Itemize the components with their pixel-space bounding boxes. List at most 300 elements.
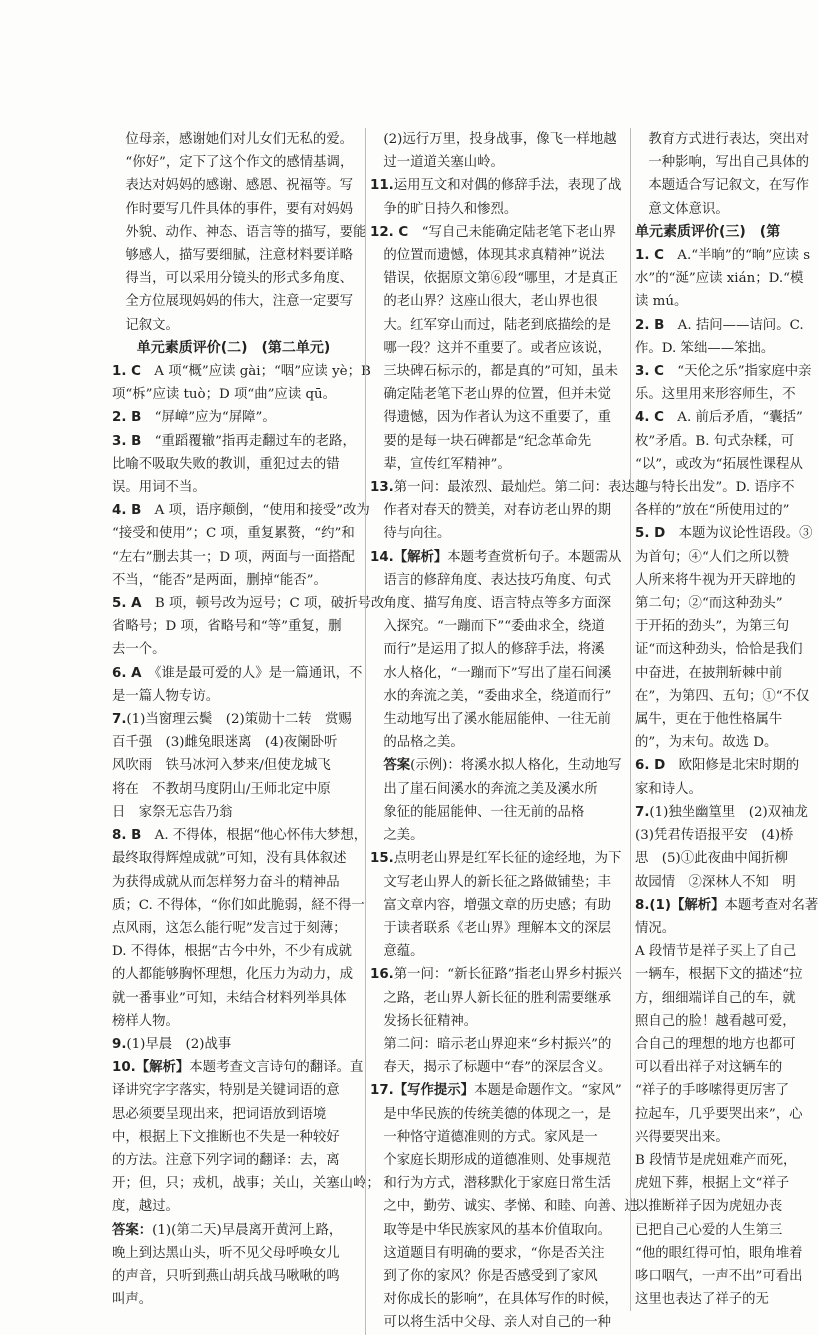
text-line xyxy=(112,406,355,429)
text-line xyxy=(112,151,355,174)
line-text: 读 mú。 xyxy=(635,294,688,310)
line-text: 点风雨，这怎么能行呢”发言过于刻薄； xyxy=(112,920,347,936)
question-number: 11. xyxy=(370,178,394,194)
text-line xyxy=(112,963,355,986)
question-number: 12. C xyxy=(370,224,409,240)
text-line xyxy=(112,801,355,824)
line-text: 是中华民族的传统美德的体现之一，是 xyxy=(370,1106,612,1122)
line-text: 将在 不教胡马度阴山/王师北定中原 xyxy=(112,781,331,797)
text-line xyxy=(112,662,363,685)
text-line xyxy=(112,592,385,615)
text-line xyxy=(112,1265,355,1288)
text-line xyxy=(635,314,813,337)
text-line xyxy=(370,1172,626,1195)
text-line xyxy=(112,731,355,754)
line-text: (2)远行万里，投身战事，像飞一样地越 xyxy=(370,132,617,147)
answer-label: 答案 xyxy=(370,758,411,774)
line-text: B 段情节是虎妞难产而死， xyxy=(635,1152,797,1168)
text-line xyxy=(370,1195,638,1218)
text-line xyxy=(635,151,813,174)
text-line xyxy=(112,1149,355,1172)
text-line xyxy=(370,1126,626,1149)
text-line xyxy=(635,406,813,429)
line-text: 的品格之美。 xyxy=(370,735,464,751)
line-text: 教育方式进行表达，突出对 xyxy=(635,132,810,147)
text-line xyxy=(112,430,355,453)
question-number: 8. B xyxy=(112,828,142,844)
line-text: 出了崖石间溪水的奔流之美及溪水所 xyxy=(370,781,598,797)
line-text: 中奋进，在披荆斩棘中前 xyxy=(635,665,783,681)
text-line xyxy=(635,499,813,522)
text-line xyxy=(635,708,813,731)
text-line xyxy=(112,314,355,337)
line-text: 开；但，只；戎机，战事；关山，关塞山岭； xyxy=(112,1176,380,1192)
question-number: 7. xyxy=(635,804,650,820)
answer-label: 答案： xyxy=(112,1222,153,1238)
question-number: 4. B xyxy=(112,503,142,519)
line-text: 于读者联系《老山界》理解本文的深层 xyxy=(370,920,612,936)
line-text: 而行”是运用了拟人的修辞手法，将溪 xyxy=(370,642,605,658)
text-line xyxy=(370,267,626,290)
line-text: “写自己未能确定陆老笔下老山界 xyxy=(408,224,616,240)
line-text: 作时要写几件具体的事件，要有对妈妈 xyxy=(112,201,354,217)
line-text: 生动地写出了溪水能屈能伸、一往无前 xyxy=(370,712,612,728)
line-text: 各样的”放在“所使用过的” xyxy=(635,503,790,519)
line-text: 这里也表达了祥子的无 xyxy=(635,1292,769,1308)
text-line xyxy=(635,685,813,708)
line-text: 叫声。 xyxy=(112,1292,153,1308)
line-text: A. 拮问——诘问。C. xyxy=(664,317,804,333)
line-text: 本题是命题作文。“家风” xyxy=(474,1083,622,1099)
line-text: 最终取得辉煌成就”可知，没有具体叙述 xyxy=(112,851,347,867)
text-line xyxy=(112,499,370,522)
line-text: 属牛，更在于他性格属牛 xyxy=(635,712,783,728)
text-line xyxy=(635,824,813,847)
line-text: 待与向往。 xyxy=(370,526,451,542)
text-line xyxy=(635,778,813,801)
text-line xyxy=(635,638,813,661)
line-text: (1)当窗理云鬓 (2)策勋十二转 赏赐 xyxy=(126,712,352,728)
text-line xyxy=(112,221,367,244)
line-text: B 项，顿号改为逗号；C 项，破折号改 xyxy=(141,596,385,612)
text-line xyxy=(112,1056,364,1079)
line-text: 省略号；D 项，省略号和“等”重复，删 xyxy=(112,619,342,635)
text-line xyxy=(370,1149,626,1172)
line-text: 一种恪守道德准则的方式。家风是一 xyxy=(370,1129,598,1145)
line-text: 得当，可以采用分镜头的形式多角度、 xyxy=(112,271,354,287)
line-text: 本题适合写记叙文，在写作 xyxy=(635,178,810,194)
line-text: 去一个。 xyxy=(112,642,166,658)
line-text: 语言的修辞角度、表达技巧角度、句式 xyxy=(370,572,612,588)
line-text: 中，根据上下文推断也不失是一种较好 xyxy=(112,1129,340,1145)
text-line xyxy=(112,1103,355,1126)
text-line xyxy=(370,128,626,151)
line-text: 合自己的理想的地方也都可 xyxy=(635,1036,796,1052)
line-text: 够感人，描写要细腻，注意材料要详略 xyxy=(112,248,354,264)
text-line xyxy=(635,662,813,685)
line-text: 位母亲，感谢她们对儿女们无私的爱。 xyxy=(112,132,354,147)
analysis-tag: 【解析】 xyxy=(135,1060,190,1076)
text-line xyxy=(112,685,355,708)
text-line xyxy=(370,151,626,174)
text-line xyxy=(112,754,355,777)
text-line xyxy=(635,1033,813,1056)
line-text: 入探究。“一蹦而下”“委曲求全，绕道 xyxy=(370,619,605,635)
text-line xyxy=(635,1195,813,1218)
section-heading xyxy=(635,221,813,244)
line-text: 作者对春天的赞美，对春访老山界的期 xyxy=(370,503,612,519)
text-line xyxy=(370,940,626,963)
text-line xyxy=(112,917,355,940)
line-text: 可以将生活中父母、亲人对自己的一种 xyxy=(370,1315,612,1331)
line-text: 第二句；②“而这种劲头” xyxy=(635,596,783,612)
question-number: 1. C xyxy=(635,248,664,264)
text-line xyxy=(635,1172,813,1195)
line-text: (1)独坐幽篁里 (2)双袖龙 xyxy=(649,804,808,820)
text-line xyxy=(635,290,813,313)
line-text: 兴得要哭出来。 xyxy=(635,1129,729,1145)
text-line xyxy=(370,638,626,661)
line-text: 富文章内容，增强文章的历史感；有助 xyxy=(370,897,612,913)
line-text: 译讲究字字落实，特别是关键词语的意 xyxy=(112,1083,340,1099)
question-number: 6. D xyxy=(635,758,666,774)
line-text: 哪一段？这并不重要了。或者应该说， xyxy=(370,340,612,356)
text-line xyxy=(370,754,626,777)
text-line xyxy=(370,198,626,221)
text-line xyxy=(635,1149,813,1172)
text-line xyxy=(112,1288,355,1311)
text-line xyxy=(370,1242,626,1265)
question-number: 8. xyxy=(635,897,650,913)
line-text: 榜样人物。 xyxy=(112,1013,179,1029)
line-text: 外貌、动作、神态、语言等的描写，要能 xyxy=(112,224,367,240)
text-line xyxy=(112,453,355,476)
text-line xyxy=(112,871,355,894)
text-line xyxy=(370,708,626,731)
line-text: 大。红军穿山而过，陆老到底描绘的是 xyxy=(370,317,612,333)
line-text: 错误，依据原文第⑥段“哪里，才是真正 xyxy=(370,271,618,287)
text-line xyxy=(370,406,626,429)
line-text: 的老山界？这座山很大，老山界也很 xyxy=(370,294,598,310)
line-text: 水的奔流之美，“委曲求全，绕道而行” xyxy=(370,688,612,704)
line-text: 思 (5)①此夜曲中闻折柳 xyxy=(635,851,788,867)
line-text: 春天，揭示了标题中“春”的深层含义。 xyxy=(370,1060,612,1076)
text-line xyxy=(635,963,813,986)
line-text: 三块碑石标示的，都是真的”可知，虽未 xyxy=(370,364,618,380)
text-line xyxy=(112,987,355,1010)
line-text: 一辆车，根据下文的描述“拉 xyxy=(635,967,803,983)
line-text: 水人格化，“一蹦而下”写出了崖石间溪 xyxy=(370,665,612,681)
line-text: “屏嶂”应为“屏障”。 xyxy=(141,410,276,426)
line-text: 思必须要呈现出来，把词语放到语境 xyxy=(112,1106,327,1122)
text-line xyxy=(370,522,626,545)
text-line xyxy=(635,894,818,917)
line-text: 晚上到达黑山头，听不见父母呼唤女儿 xyxy=(112,1245,340,1261)
text-line xyxy=(370,685,626,708)
text-line xyxy=(112,894,365,917)
text-line xyxy=(370,430,626,453)
text-line xyxy=(635,430,813,453)
analysis-tag: (1)【解析】 xyxy=(649,897,725,913)
line-text: 确定陆老笔下老山界的位置，但并未觉 xyxy=(370,387,612,403)
text-line xyxy=(112,569,355,592)
question-number: 2. B xyxy=(635,317,665,333)
text-line xyxy=(112,174,355,197)
line-text: 于开拓的劲头”，为第三句 xyxy=(635,619,790,635)
text-line xyxy=(635,174,813,197)
question-number: 13. xyxy=(370,480,394,496)
text-line xyxy=(370,1219,626,1242)
line-text: 的位置而遗憾，体现其求真精神”说法 xyxy=(370,248,605,264)
line-text: 人所来将牛视为开天辟地的 xyxy=(635,572,796,588)
line-text: (1)早晨 (2)战事 xyxy=(126,1036,232,1052)
text-line xyxy=(635,1056,813,1079)
line-text: 误。用词不当。 xyxy=(112,480,206,496)
line-text: “祥子的手哆嗦得更厉害了 xyxy=(635,1083,790,1099)
line-text: “他的眼红得可怕，眼角堆着 xyxy=(635,1245,803,1261)
line-text: 到了你的家风？你是否感受到了家风 xyxy=(370,1268,598,1284)
text-line xyxy=(370,801,626,824)
line-text: A. 不得体，根据“他心怀伟大梦想， xyxy=(141,828,368,844)
text-line xyxy=(370,476,635,499)
line-text: “你好”，定下了这个作文的感情基调， xyxy=(112,155,354,171)
text-line xyxy=(635,847,813,870)
text-line xyxy=(112,244,355,267)
text-line xyxy=(112,1010,355,1033)
text-line xyxy=(370,1103,626,1126)
line-text: 点明老山界是红军长征的途经地，为下 xyxy=(393,851,622,867)
line-text: 的声音，只听到燕山胡兵战马啾啾的鸣 xyxy=(112,1268,340,1284)
line-text: “天伦之乐”指家庭中亲 xyxy=(663,364,812,380)
line-text: 记叙文。 xyxy=(112,317,179,333)
line-text: 本题考查文言诗句的翻译。直 xyxy=(189,1060,364,1076)
line-text: 拉起车，几乎要哭出来”，心 xyxy=(635,1106,803,1122)
line-text: 全方位展现妈妈的伟大，注意一定要写 xyxy=(112,294,354,310)
text-line xyxy=(112,290,355,313)
text-line xyxy=(112,1172,380,1195)
line-text: A 项“概”应读 gài；“咽”应读 yè；B xyxy=(140,364,371,380)
line-text: 一种影响，写出自己具体的 xyxy=(635,155,810,171)
text-line xyxy=(635,244,813,267)
line-text: 已把自己心爱的人生第三 xyxy=(635,1222,783,1238)
text-line xyxy=(112,1126,355,1149)
answer-column-2 xyxy=(365,128,638,1335)
text-line xyxy=(112,360,371,383)
text-line xyxy=(635,360,813,383)
line-text: 为获得成就从而怎样努力奋斗的精神品 xyxy=(112,874,340,890)
text-line xyxy=(635,476,813,499)
text-line xyxy=(635,1103,813,1126)
text-line xyxy=(635,987,813,1010)
line-text: 情况。 xyxy=(635,920,676,936)
line-text: 本题考查对名著 xyxy=(724,897,818,913)
question-number: 4. C xyxy=(635,410,664,426)
text-line xyxy=(112,824,368,847)
line-text: “左右”删去其一；D 项，两面与一面搭配 xyxy=(112,549,355,565)
question-number: 17. xyxy=(370,1083,394,1099)
line-text: 和行为方式，潜移默化于家庭日常生活 xyxy=(370,1176,612,1192)
line-text: 表达对妈妈的感谢、感恩、祝福等。写 xyxy=(112,178,354,194)
text-line xyxy=(370,1311,626,1334)
text-line xyxy=(370,360,626,383)
line-text: 之中，勤劳、诚实、孝悌、和睦、向善、进 xyxy=(370,1199,638,1215)
line-text: A 段情节是祥子买上了自己 xyxy=(635,944,797,960)
line-text: 第二问：暗示老山界迎来“乡村振兴”的 xyxy=(370,1036,612,1052)
line-text: 之美。 xyxy=(370,828,424,844)
question-number: 15. xyxy=(370,851,394,867)
text-line xyxy=(635,917,813,940)
line-text: “重蹈覆辙”指再走翻过车的老路， xyxy=(141,433,356,449)
line-text: 家和诗人。 xyxy=(635,781,702,797)
analysis-tag: 【写作提示】 xyxy=(393,1083,475,1099)
line-text: 得遗憾，因为作者认为这不重要了，重 xyxy=(370,410,612,426)
line-text: 文写老山界人的新长征之路做铺垫；丰 xyxy=(370,874,612,890)
line-text: 水”的“涎”应读 xián；D.“模 xyxy=(635,271,804,287)
text-line xyxy=(635,1242,813,1265)
line-text: 证“而这种劲头，恰恰是我们 xyxy=(635,642,803,658)
line-text: 象征的能屈能伸、一往无前的品格 xyxy=(370,804,585,820)
line-text: 为首句；④“人们之所以赞 xyxy=(635,549,790,565)
text-line xyxy=(635,1219,813,1242)
text-line xyxy=(635,198,813,221)
line-text: 辈，宣传红军精神”。 xyxy=(370,456,511,472)
text-line xyxy=(635,128,813,151)
text-line xyxy=(370,221,626,244)
line-text: 照自己的脸！越看越可爱， xyxy=(635,1013,796,1029)
line-text: 故园情 ②深林人不知 明 xyxy=(635,874,796,890)
text-line xyxy=(370,337,626,360)
line-text: 趣与特长出发”。D. 语序不 xyxy=(635,480,795,496)
line-text: 争的旷日持久和惨烈。 xyxy=(370,201,518,217)
line-text: 就一番事业”可知，未结合材料列举具体 xyxy=(112,990,347,1006)
text-line xyxy=(370,453,626,476)
text-line xyxy=(635,592,813,615)
question-number: 14. xyxy=(370,549,394,565)
text-line xyxy=(635,337,813,360)
line-text: 可以看出祥子对这辆车的 xyxy=(635,1060,783,1076)
line-text: 方，细细端详自己的车，就 xyxy=(635,990,796,1006)
text-line xyxy=(370,662,626,685)
text-line xyxy=(370,174,626,197)
section-heading xyxy=(112,337,355,360)
text-line xyxy=(370,615,626,638)
text-line xyxy=(112,708,355,731)
line-text: “接受和使用”；C 项，重复累赘，“约”和 xyxy=(112,526,355,542)
line-text: 《谁是最可爱的人》是一篇通讯，不 xyxy=(141,665,363,681)
line-text: (示例)：将溪水拟人格化，生动地写 xyxy=(410,758,622,774)
line-text: 要的是每一块石碑都是“纪念革命先 xyxy=(370,433,592,449)
line-text: 这道题目有明确的要求，“你是否关注 xyxy=(370,1245,605,1261)
text-line xyxy=(635,546,813,569)
text-line xyxy=(370,871,626,894)
text-line xyxy=(112,198,355,221)
text-line xyxy=(370,546,626,569)
text-line xyxy=(635,1288,813,1311)
text-line xyxy=(370,963,626,986)
text-line xyxy=(635,1265,813,1288)
text-line xyxy=(112,128,355,151)
line-text: D. 不得体，根据“古今中外，不少有成就 xyxy=(112,944,352,960)
text-line xyxy=(112,522,355,545)
text-line xyxy=(635,383,813,406)
line-text: 风吹雨 铁马冰河入梦来/但使龙城飞 xyxy=(112,758,331,774)
line-text: 过一道道关塞山岭。 xyxy=(370,155,504,171)
text-line xyxy=(635,267,813,290)
text-line xyxy=(370,987,626,1010)
line-text: 取等是中华民族家风的基本价值取向。 xyxy=(370,1222,612,1238)
text-line xyxy=(112,615,355,638)
text-line xyxy=(112,1079,355,1102)
text-line xyxy=(370,1033,626,1056)
text-line xyxy=(635,453,813,476)
text-line xyxy=(112,1242,355,1265)
text-line xyxy=(112,940,355,963)
line-text: 个家庭长期形成的道德准则、处事规范 xyxy=(370,1152,612,1168)
text-line xyxy=(112,383,355,406)
text-line xyxy=(112,1195,355,1218)
line-text: 第一问：最浓烈、最灿烂。第二问：表达 xyxy=(393,480,635,496)
question-number: 9. xyxy=(112,1036,127,1052)
text-line xyxy=(635,754,813,777)
line-text: A.“半晌”的“晌”应读 s xyxy=(663,248,811,264)
text-line xyxy=(370,1079,626,1102)
line-text: 单元素质评价(二) (第二单元) xyxy=(136,339,331,356)
line-text: 的”，为末句。故选 D。 xyxy=(635,735,778,751)
text-line xyxy=(635,940,813,963)
text-line xyxy=(112,476,355,499)
line-text: 比喻不吸取失败的教训，重犯过去的错 xyxy=(112,456,340,472)
text-line xyxy=(635,522,813,545)
line-text: 作。D. 笨绌——笨拙。 xyxy=(635,340,775,356)
text-line xyxy=(635,871,813,894)
text-line xyxy=(112,778,355,801)
line-text: 之路，老山界人新长征的胜利需要继承 xyxy=(370,990,612,1006)
question-number: 6. A xyxy=(112,665,142,681)
text-line xyxy=(112,546,355,569)
line-text: 是一篇人物专访。 xyxy=(112,688,220,704)
line-text: A 项，语序颠倒，“使用和接受”改为 xyxy=(141,503,370,519)
text-line xyxy=(635,1079,813,1102)
text-line xyxy=(370,1056,626,1079)
line-text: 质；C. 不得体，“你们如此脆弱，経不得一 xyxy=(112,897,365,913)
text-line xyxy=(112,638,355,661)
analysis-tag: 【解析】 xyxy=(393,549,448,565)
text-line xyxy=(370,824,626,847)
line-text: 运用互文和对偶的修辞手法，表现了战 xyxy=(393,178,622,194)
text-line xyxy=(370,917,626,940)
line-text: (1)(第二天)早晨离开黄河上路， xyxy=(152,1222,343,1238)
line-text: 度，越过。 xyxy=(112,1199,179,1215)
question-number: 16. xyxy=(370,967,394,983)
text-line xyxy=(370,1265,626,1288)
line-text: 虎妞下葬，根据上文“祥子 xyxy=(635,1176,790,1192)
text-line xyxy=(635,1126,813,1149)
line-text: 本题为议论性语段。③ xyxy=(665,526,813,542)
line-text: 角度、描写角度、语言特点等多方面深 xyxy=(370,596,612,612)
line-text: 项“柝”应读 tuò；D 项“曲”应读 qū。 xyxy=(112,387,337,403)
line-text: 欧阳修是北宋时期的 xyxy=(665,758,800,774)
line-text: 百千强 (3)雌兔眼迷离 (4)夜阑卧听 xyxy=(112,735,338,751)
question-number: 3. B xyxy=(112,433,142,449)
line-text: 的方法。注意下列字词的翻译：去，离 xyxy=(112,1152,340,1168)
text-line xyxy=(112,1033,355,1056)
line-text: 本题考查赏析句子。本题需从 xyxy=(447,549,622,565)
question-number: 2. B xyxy=(112,410,142,426)
text-line xyxy=(370,383,626,406)
line-text: 对你成长的影响”，在具体写作的时候， xyxy=(370,1292,618,1308)
text-line xyxy=(370,244,626,267)
text-line xyxy=(112,267,355,290)
